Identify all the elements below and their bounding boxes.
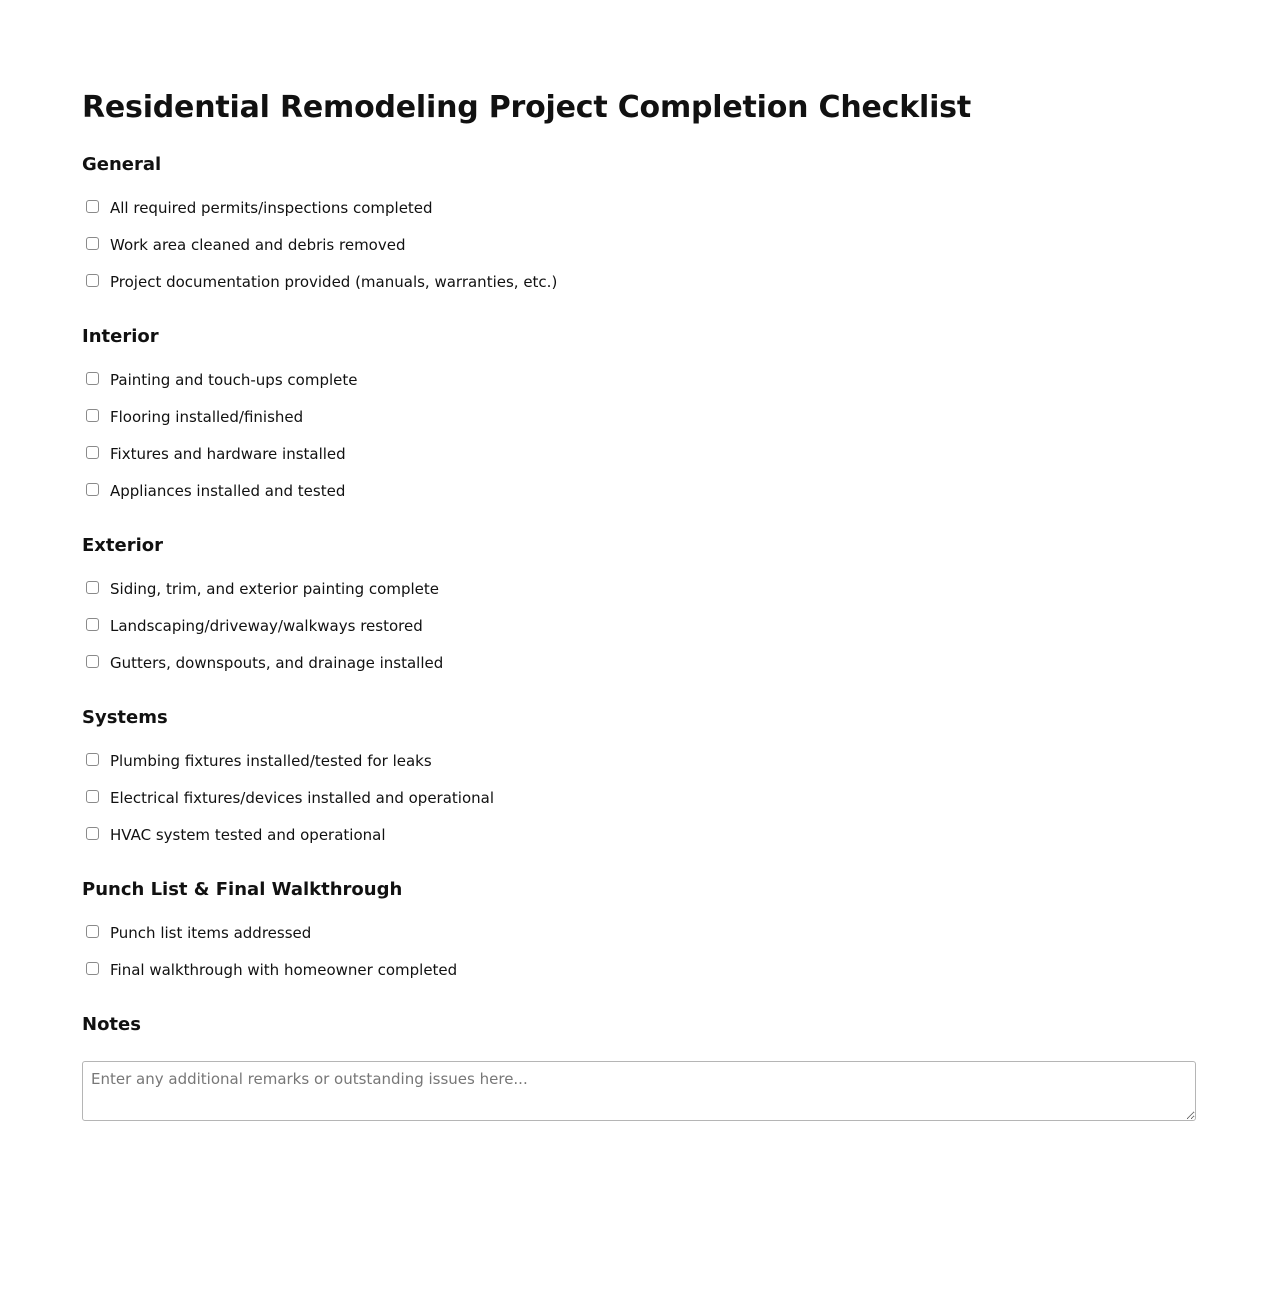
checkbox[interactable] xyxy=(86,827,99,840)
item-label: Final walkthrough with homeowner completed xyxy=(110,960,458,979)
checkbox[interactable] xyxy=(86,372,99,385)
checklist-item[interactable] xyxy=(82,816,1196,853)
item-label: Project documentation provided (manuals, warranties, etc.) xyxy=(110,272,558,291)
checkbox[interactable] xyxy=(86,200,99,213)
item-label: Siding, trim, and exterior painting complete xyxy=(110,579,439,598)
checkbox[interactable] xyxy=(86,483,99,496)
checklist-item[interactable] xyxy=(82,570,1196,607)
checklist-item[interactable] xyxy=(82,742,1196,779)
checklist-item[interactable] xyxy=(82,398,1196,435)
item-label: Plumbing fixtures installed/tested for leaks xyxy=(110,751,432,770)
checklist-item[interactable] xyxy=(82,644,1196,681)
section-interior xyxy=(82,325,1196,509)
section-punch-list xyxy=(82,878,1196,988)
checkbox[interactable] xyxy=(86,274,99,287)
section-heading: General xyxy=(82,154,162,175)
item-label: Punch list items addressed xyxy=(110,923,312,942)
section-heading: Systems xyxy=(82,707,168,728)
checkbox[interactable] xyxy=(86,962,99,975)
item-label: Fixtures and hardware installed xyxy=(110,444,346,463)
item-label: Landscaping/driveway/walkways restored xyxy=(110,616,423,635)
item-label: Gutters, downspouts, and drainage installed xyxy=(110,653,444,672)
notes-textarea[interactable] xyxy=(82,1061,1196,1121)
section-exterior xyxy=(82,534,1196,681)
item-label: Flooring installed/finished xyxy=(110,407,304,426)
notes-heading: Notes xyxy=(82,1014,141,1035)
checklist-item[interactable] xyxy=(82,189,1196,226)
section-notes xyxy=(82,1013,1196,1121)
checklist-item[interactable] xyxy=(82,472,1196,509)
item-label: HVAC system tested and operational xyxy=(110,825,386,844)
section-general xyxy=(82,153,1196,300)
checklist-item[interactable] xyxy=(82,435,1196,472)
checklist-item[interactable] xyxy=(82,951,1196,988)
checklist-item[interactable] xyxy=(82,226,1196,263)
checkbox[interactable] xyxy=(86,409,99,422)
checkbox[interactable] xyxy=(86,925,99,938)
checklist-item[interactable] xyxy=(82,263,1196,300)
checklist-item[interactable] xyxy=(82,914,1196,951)
checkbox[interactable] xyxy=(86,581,99,594)
checkbox[interactable] xyxy=(86,618,99,631)
section-systems xyxy=(82,706,1196,853)
checklist-item[interactable] xyxy=(82,779,1196,816)
item-label: Painting and touch-ups complete xyxy=(110,370,358,389)
checkbox[interactable] xyxy=(86,753,99,766)
item-label: Work area cleaned and debris removed xyxy=(110,235,406,254)
checkbox[interactable] xyxy=(86,446,99,459)
checkbox[interactable] xyxy=(86,790,99,803)
item-label: All required permits/inspections completed xyxy=(110,198,433,217)
checkbox[interactable] xyxy=(86,655,99,668)
section-heading: Exterior xyxy=(82,535,164,556)
section-heading: Punch List & Final Walkthrough xyxy=(82,879,403,900)
item-label: Electrical fixtures/devices installed and operational xyxy=(110,788,494,807)
page-title: Residential Remodeling Project Completion Checklist xyxy=(82,90,971,125)
checklist-item[interactable] xyxy=(82,607,1196,644)
checkbox[interactable] xyxy=(86,237,99,250)
checklist-item[interactable] xyxy=(82,361,1196,398)
section-heading: Interior xyxy=(82,326,159,347)
item-label: Appliances installed and tested xyxy=(110,481,346,500)
